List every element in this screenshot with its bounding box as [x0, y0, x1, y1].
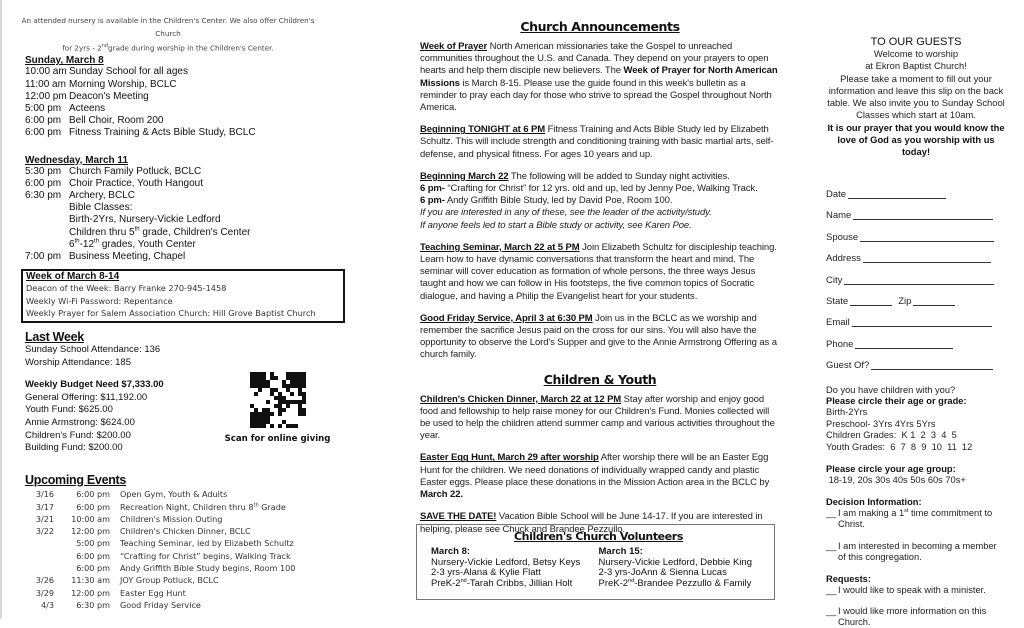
qr-label: Scan for online giving: [224, 434, 331, 445]
last-week-section: [25, 330, 335, 369]
request-minister[interactable]: __ I would like to speak with a minister.: [826, 584, 986, 595]
event-row: 3/17 6:00 pm Recreation Night, Children thru 8th Grade: [35, 501, 286, 512]
decision-first-time[interactable]: __ I am making a 1st time commitment to Christ.: [826, 508, 993, 530]
age-option-preschool[interactable]: Preschool- 3Yrs 4Yrs 5Yrs: [826, 418, 936, 429]
volunteers-march8: March 8: Nursery-Vickie Ledford, Betsy Keys 2-3 yrs-Alana & Kylie Flatt PreK-2nd-Tarah Cribbs, Jillian Holt: [431, 546, 581, 589]
email-field[interactable]: Email: [826, 307, 1006, 328]
page-edge: [0, 0, 2, 619]
event-row: 3/22 12:00 pm Children's Chicken Dinner, BCLC: [35, 526, 251, 537]
wifi-password: Weekly Wi-Fi Password: Repentance: [26, 295, 173, 306]
age-group-options[interactable]: 18-19, 20s 30s 40s 50s 60s 70s+: [826, 475, 966, 486]
left-column: [21, 14, 335, 611]
budget-section: [25, 379, 335, 471]
decision-member[interactable]: __ I am interested in becoming a member of this congregation.: [826, 541, 997, 562]
guest-of-field[interactable]: Guest Of?: [826, 350, 1006, 371]
online-giving[interactable]: [215, 372, 340, 444]
event-row: 3/26 11:30 am JOY Group Potluck, BCLC: [35, 575, 219, 586]
schedule-row: 11:00 am Morning Worship, BCLC: [25, 78, 177, 90]
volunteers-march15: March 15: Nursery-Vickie Ledford, Debbie King 2-3 yrs-JoAnn & Sienna Lucas PreK-2nd-Brandee Pezzullo & Family: [598, 546, 752, 589]
schedule-row: Children thru 5th grade, Children's Center: [69, 226, 251, 238]
schedule-row: 12:00 pm Deacon's Meeting: [25, 90, 149, 102]
announcement-chicken-dinner: Children's Chicken Dinner, March 22 at 12 PM Stay after worship and enjoy good food and fellowship to help raise money for our Children's Fund. Monies collected will be used to help the children attend summer camp and various activities throughout the year.: [420, 393, 775, 442]
announcement-seminar: Teaching Seminar, March 22 at 5 PM Join Elizabeth Schultz for discipleship teaching. Learn how to have dynamic conversations that transform the heart and mind. The seminar will cover education as formation of whole persons, the three ways Jesus taught and how we can follow in His footsteps, the five common topics of Socratic dialogue, and having a Philip the Evangelist heart for your students.: [420, 241, 777, 302]
schedule-row: 5:30 pm Church Family Potluck, BCLC: [25, 165, 202, 177]
budget-line: Youth Fund: $625.00: [25, 404, 113, 416]
volunteers-box: [416, 524, 775, 600]
schedule-row: 5:00 pm Acteens: [25, 103, 106, 114]
schedule-row: 10:00 am Sunday School for all ages: [25, 66, 188, 78]
age-option-children-grades[interactable]: Children Grades: K 1 2 3 4 5: [826, 429, 957, 440]
schedule-row: Bible Classes:: [69, 202, 133, 214]
event-row: 3/29 12:00 pm Easter Egg Hunt: [35, 587, 186, 598]
weekly-prayer: Weekly Prayer for Salem Association Church: Hill Grove Baptist Church: [26, 308, 316, 319]
guest-prayer: It is our prayer that you would know the love of God as you worship with us today!: [827, 121, 1005, 158]
schedule-row: 6th-12th grades, Youth Center: [69, 238, 196, 250]
schedule-row: Birth-2Yrs, Nursery-Vickie Ledford: [69, 214, 221, 226]
event-row: 6:00 pm Andy Griffith Bible Study begins, Room 100: [76, 562, 296, 573]
requests-section: Requests: __ I would like to speak with a minister. __ I would like more information on this Church.: [826, 574, 1006, 628]
request-info[interactable]: __ I would like more information on this Church.: [826, 606, 987, 628]
guest-form: [826, 179, 1006, 372]
announcement-egg-hunt: Easter Egg Hunt, March 29 after worship After worship there will be an Easter Egg Hunt for the children. We need donations of individually wrapped candy and plastic Easter eggs. Please place these donations in the Mission Action area in the BCLC by March 22.: [420, 452, 770, 501]
name-field[interactable]: Name: [826, 200, 1006, 221]
age-option-birth[interactable]: Birth-2Yrs: [826, 407, 868, 418]
children-section: Do you have children with you? Please circle their age or grade: Birth-2Yrs Preschool- 3Yrs 4Yrs 5Yrs Children Grades: K 1 2 3 4 5 Youth Grades: 6 7 8 9 10 11 12 Please circle your age group: 18-19, 20s 30s 40s 50s 60s 70s+ Decision Information: __ I am making a 1st time commitment to Christ. __ I am interested in becoming a member of this congregation. Requests: __ I would like to speak with a minister. __ I would like more information on this Church.: [826, 385, 1006, 628]
schedule-row: 6:30 pm Archery, BCLC: [25, 190, 135, 202]
wednesday-schedule: [25, 166, 335, 264]
address-field[interactable]: Address: [826, 243, 1006, 264]
age-option-youth-grades[interactable]: Youth Grades: 6 7 8 9 10 11 12: [826, 442, 973, 452]
date-field[interactable]: Date: [826, 179, 1006, 200]
event-row: 3/21 10:00 am Children's Mission Outing: [35, 513, 223, 524]
week-info-box: [21, 269, 345, 323]
upcoming-list: [25, 488, 335, 611]
announcements-title: Church Announcements: [520, 19, 680, 34]
announcement-tonight: Beginning TONIGHT at 6 PM Fitness Training and Acts Bible Study led by Elizabeth Schultz. This will include strength and conditioning training with basic martial arts, self-defense, and physical fitness. For ages 10 years and up.: [420, 124, 774, 160]
upcoming-events: [25, 473, 335, 611]
budget-line: Children's Fund: $200.00: [25, 429, 131, 441]
schedule-row: 6:00 pm Bell Choir, Room 200: [25, 115, 164, 127]
schedule-row: 6:00 pm Fitness Training & Acts Bible Study, BCLC: [25, 127, 256, 139]
event-row: 4/3 6:30 pm Good Friday Service: [40, 599, 201, 610]
spouse-field[interactable]: Spouse: [826, 221, 1006, 242]
announcement-good-friday: Good Friday Service, April 3 at 6:30 PM Join us in the BCLC as we worship and remember the sacrifice Jesus paid on the cross for our sins. You will also have the opportunity to observe the Lord's Supper and give to the Annie Armstrong Offering as a church family.: [420, 312, 777, 361]
announcement-march22: Beginning March 22 The following will be added to Sunday night activities. 6 pm- “Crafting for Christ” for 12 yrs. old and up, led by Jenny Poe, Walking Track. 6 pm- Andy Griffith Bible Study, led by David Poe, Room 100. If you are interested in any of these, see the leader of the activity/study. If anyone feels led to start a Bible study or activity, see Karen Poe.: [420, 170, 758, 231]
decision-section: Decision Information: __ I am making a 1st time commitment to Christ. __ I am interested in becoming a member of this congregation.: [826, 497, 1006, 562]
children-youth-title: Children & Youth: [543, 371, 657, 387]
event-row: 5:00 pm Teaching Seminar, led by Elizabeth Schultz: [76, 538, 294, 549]
last-week-heading: Last Week: [25, 330, 84, 345]
upcoming-heading: Upcoming Events: [25, 473, 127, 488]
guest-intro: Welcome to worship at Ekron Baptist Church! Please take a moment to fill out your information and leave this slip on the back table. We also invite you to Sunday School Classes which start at 10am.: [827, 48, 1005, 121]
week-box-heading: Week of March 8-14: [26, 271, 120, 283]
volunteers-title: Children's Church Volunteers: [514, 530, 683, 543]
announcement-vbs: SAVE THE DATE! Vacation Bible School will be June 14-17. If you are interested in helping, please see Chuck and Brandee Pezzullo.: [420, 511, 763, 535]
budget-heading: Weekly Budget Need $7,333.00: [25, 379, 164, 391]
announcement-week-of-prayer: Week of Prayer North American missionaries take the Gospel to unreached communities throughout the U.S. and Canada. They depend on your prayers to open hearts and help them disciple new believers. The Week of Prayer for North American Missions is March 8-15. Please use the guide found in this week's bulletin as a reminder to pray each day for those who strive to spread the Gospel throughout North America.: [420, 41, 778, 114]
guest-heading: TO OUR GUESTS: [870, 36, 962, 48]
event-row: 3/16 6:00 pm Open Gym, Youth & Adults: [35, 489, 228, 500]
state-zip-field[interactable]: State Zip: [826, 286, 1006, 307]
qr-module: [302, 424, 306, 428]
sunday-heading: Sunday, March 8: [25, 55, 104, 67]
qr-code-icon[interactable]: [250, 372, 306, 428]
worship-attendance: Worship Attendance: 185: [25, 356, 131, 368]
sunday-schedule: [25, 66, 335, 139]
guest-card: [826, 36, 1006, 628]
schedule-row: 7:00 pm Business Meeting, Chapel: [25, 251, 186, 263]
middle-column: [420, 19, 780, 546]
wednesday-heading: Wednesday, March 11: [25, 154, 129, 166]
event-row: 6:00 pm “Crafting for Christ” begins, Walking Track: [76, 550, 291, 561]
age-group-section: Please circle your age group: 18-19, 20s 30s 40s 50s 60s 70s+: [826, 464, 1006, 486]
deacon-of-week: Deacon of the Week: Barry Franke 270-945-1458: [26, 283, 227, 294]
nursery-note: An attended nursery is available in the Children's Center. We also offer Children's Church for 2yrs - 2ndgrade during worship in the Children's Center.: [21, 16, 315, 53]
city-field[interactable]: City: [826, 264, 1006, 285]
schedule-row: 6:00 pm Choir Practice, Youth Hangout: [25, 177, 203, 189]
phone-field[interactable]: Phone: [826, 328, 1006, 349]
budget-line: Annie Armstrong: $624.00: [25, 416, 135, 428]
budget-line: General Offering: $11,192.00: [25, 391, 148, 403]
budget-line: Building Fund: $200.00: [25, 442, 123, 454]
sunday-school-attendance: Sunday School Attendance: 136: [25, 344, 161, 356]
